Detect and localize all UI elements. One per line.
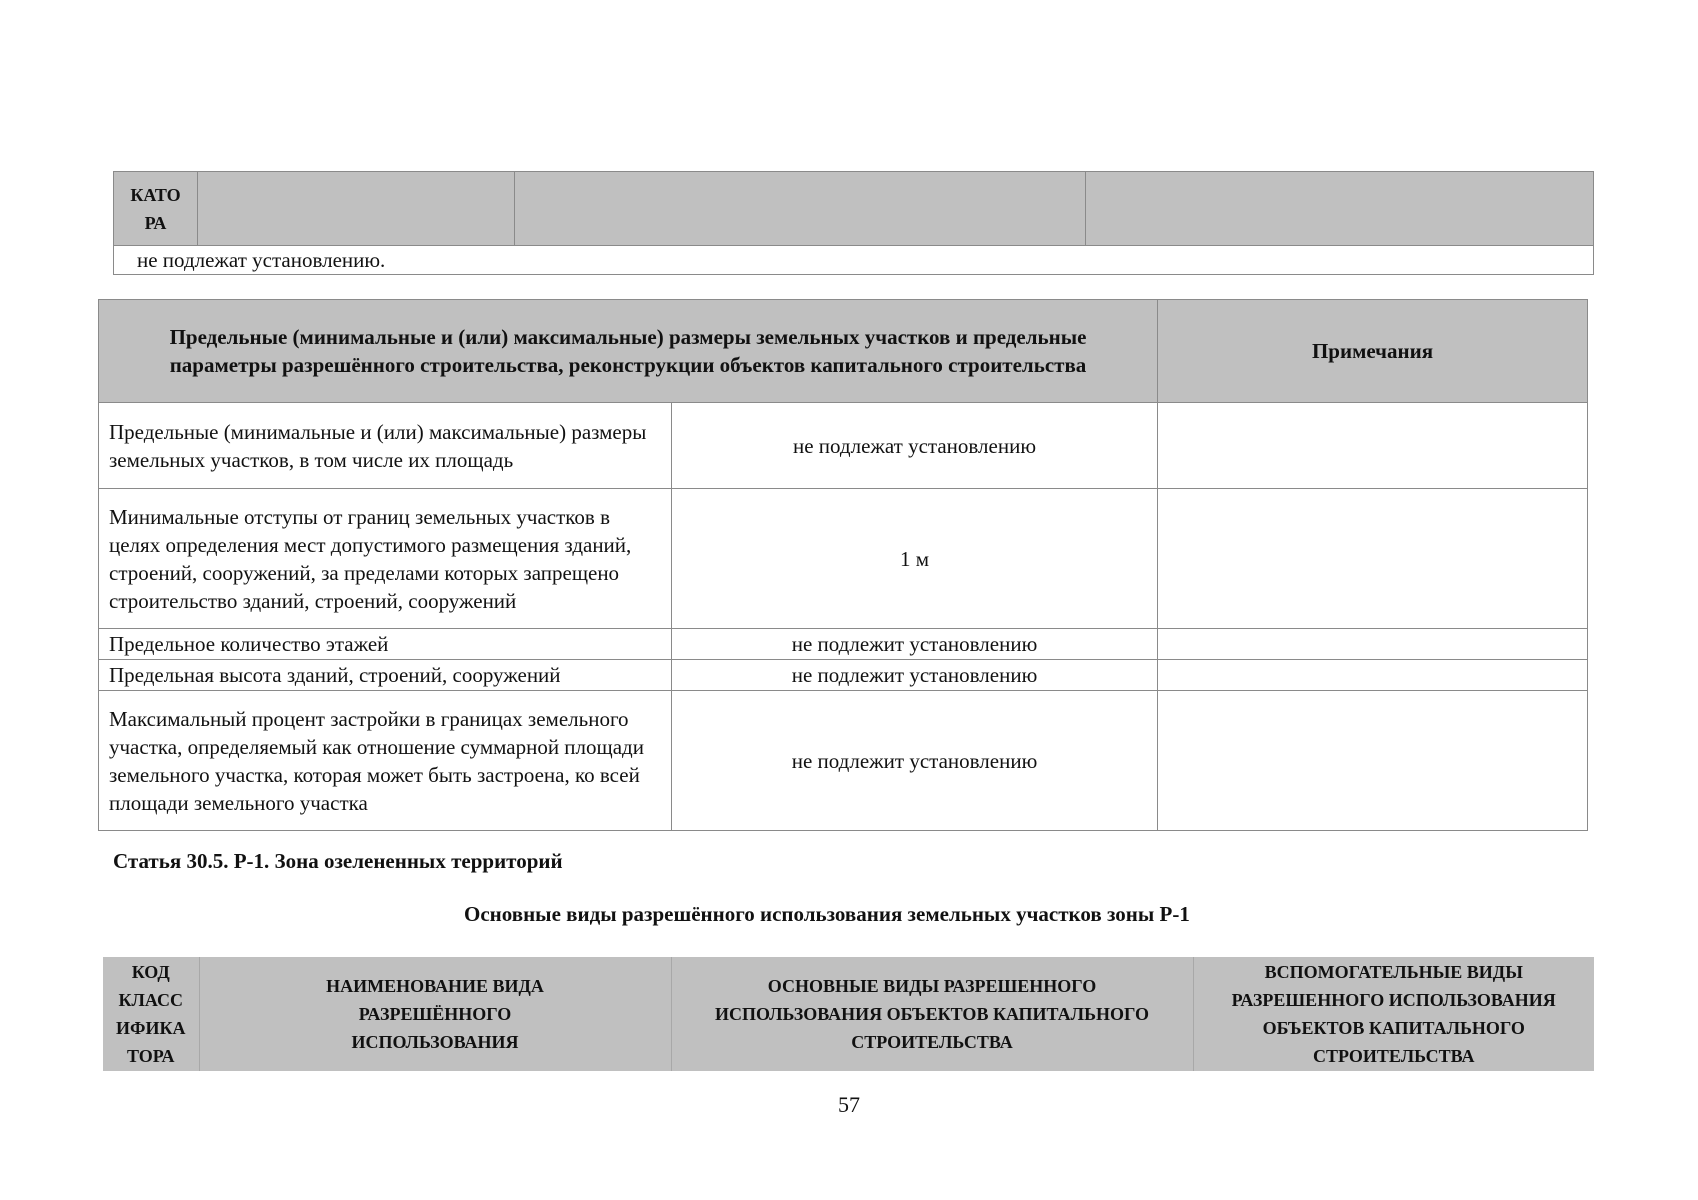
table-row: [99, 691, 1588, 831]
section-title: Основные виды разрешённого использования земельных участков зоны Р-1: [464, 902, 1190, 926]
parameters-table: [98, 299, 1588, 831]
parameter-value: 1 м: [672, 489, 1158, 629]
parameter-value: не подлежит установлению: [672, 691, 1158, 831]
code-column-header: КОД КЛАСС ИФИКА ТОРА: [115, 962, 186, 1066]
name-column-header: НАИМЕНОВАНИЕ ВИДА РАЗРЕШЁННОГО ИСПОЛЬЗОВАНИЯ: [199, 957, 671, 1071]
parameter-label: Предельное количество этажей: [99, 629, 672, 660]
parameter-value: не подлежит установлению: [672, 660, 1158, 691]
notes-header: Примечания: [1158, 300, 1588, 403]
parameter-note: [1158, 403, 1588, 489]
parameters-header-row: [99, 300, 1588, 403]
empty-header-cell: [198, 172, 515, 246]
auxiliary-use-column-header: ВСПОМОГАТЕЛЬНЫЕ ВИДЫ РАЗРЕШЕННОГО ИСПОЛЬЗОВАНИЯ ОБЪЕКТОВ КАПИТАЛЬНОГО СТРОИТЕЛЬСТВА: [1193, 957, 1594, 1071]
parameter-label: Максимальный процент застройки в границах земельного участка, определяемый как отношение суммарной площади земельного участка, которая может быть застроена, ко всей площади земельного участка: [99, 691, 672, 831]
table-row: [99, 660, 1588, 691]
page-number: 57: [838, 1092, 860, 1117]
permitted-use-header-row: [103, 957, 1594, 1071]
parameter-value: не подлежит установлению: [672, 629, 1158, 660]
table-row: [99, 403, 1588, 489]
previous-table-note: не подлежат установлению.: [114, 246, 1594, 275]
code-header-text: КАТО РА: [130, 184, 181, 233]
parameter-label: Минимальные отступы от границ земельных участков в целях определения мест допустимого размещения зданий, строений, сооружений, за пределами которых запрещено строительство зданий, строений, сооружений: [99, 489, 672, 629]
previous-table-note-row: [114, 246, 1594, 275]
parameter-label: Предельная высота зданий, строений, сооружений: [99, 660, 672, 691]
table-row: [99, 489, 1588, 629]
empty-header-cell: [1086, 172, 1594, 246]
parameter-label: Предельные (минимальные и (или) максимальные) размеры земельных участков, в том числе их площадь: [99, 403, 672, 489]
parameter-note: [1158, 629, 1588, 660]
parameters-header: Предельные (минимальные и (или) максимальные) размеры земельных участков и предельные параметры разрешённого строительства, реконструкции объектов капитального строительства: [99, 300, 1158, 403]
previous-table-header-row: [114, 172, 1594, 246]
main-use-column-header: ОСНОВНЫЕ ВИДЫ РАЗРЕШЕННОГО ИСПОЛЬЗОВАНИЯ ОБЪЕКТОВ КАПИТАЛЬНОГО СТРОИТЕЛЬСТВА: [671, 957, 1193, 1071]
empty-header-cell: [515, 172, 1086, 246]
parameter-note: [1158, 691, 1588, 831]
article-title: Статья 30.5. Р-1. Зона озелененных территорий: [113, 849, 563, 873]
parameter-value: не подлежат установлению: [672, 403, 1158, 489]
previous-zone-table: [113, 171, 1594, 275]
parameter-note: [1158, 489, 1588, 629]
parameter-note: [1158, 660, 1588, 691]
permitted-use-table: [103, 957, 1594, 1071]
table-row: [99, 629, 1588, 660]
code-header-cell: [114, 172, 198, 246]
